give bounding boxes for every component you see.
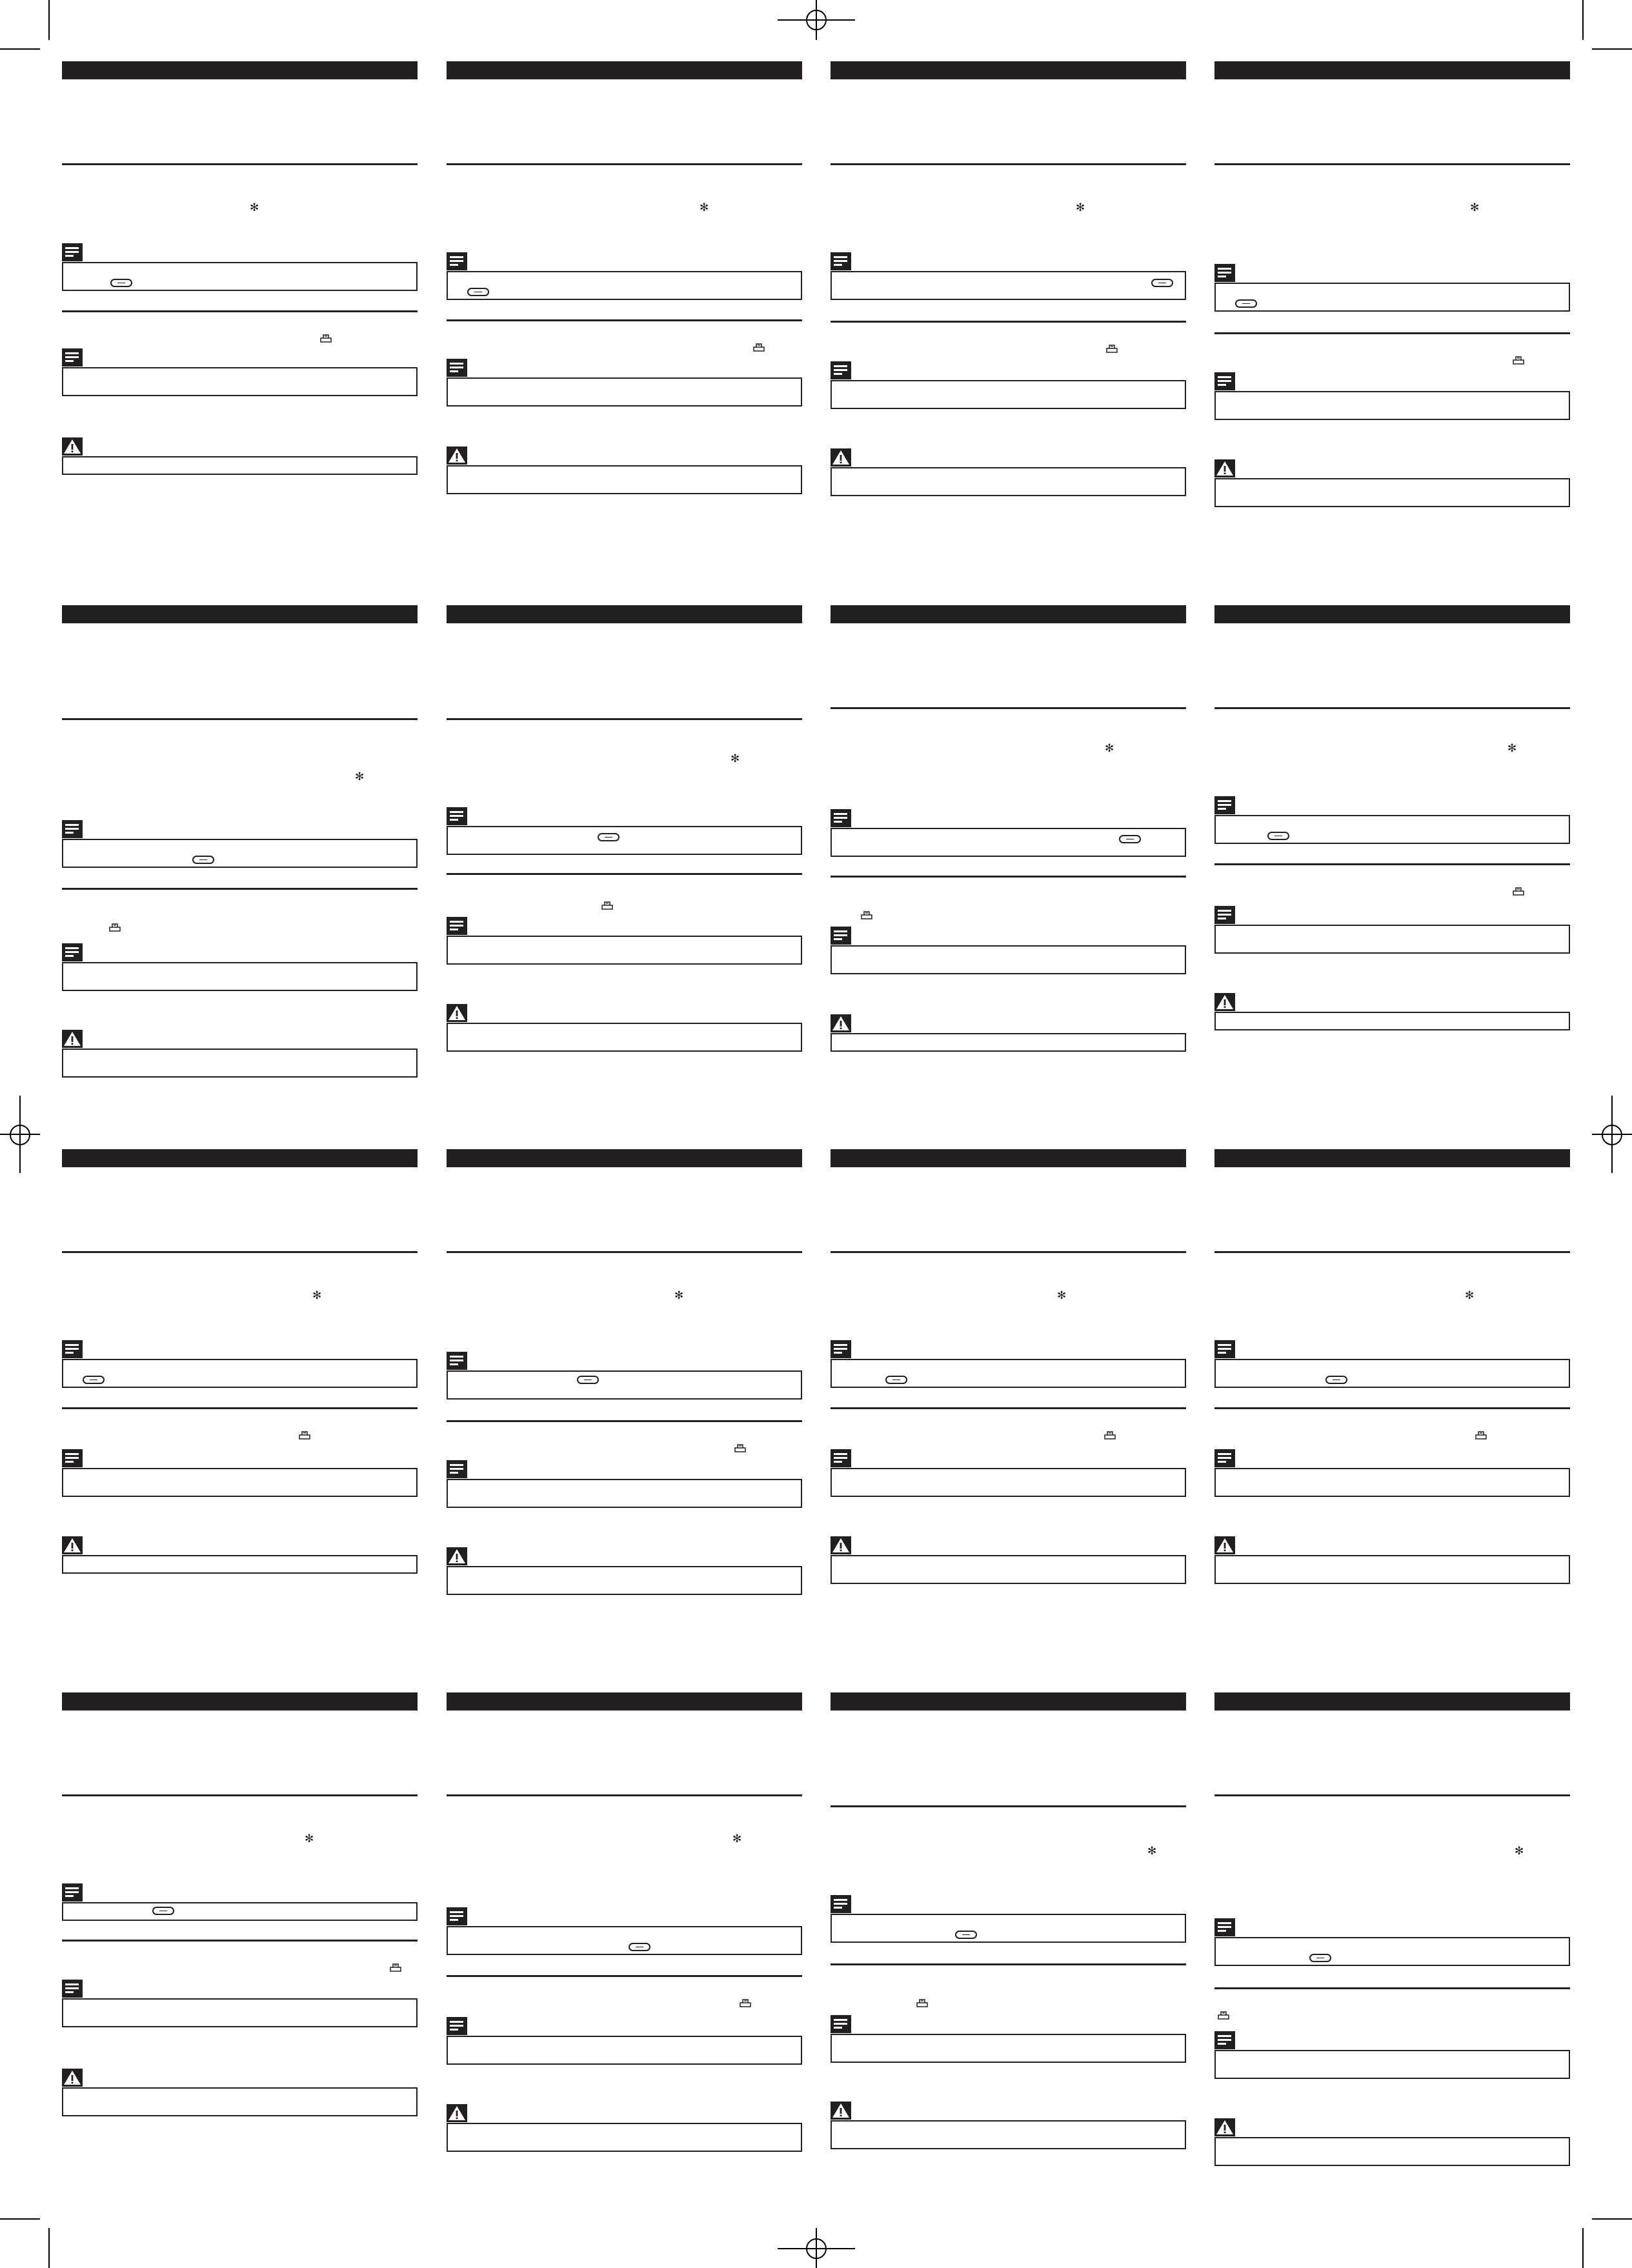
section-divider — [831, 321, 1186, 323]
language-panel — [1214, 605, 1570, 1070]
section-divider — [62, 310, 418, 312]
registration-target-icon — [806, 2238, 827, 2259]
tray-icon — [734, 1443, 746, 1453]
note-box — [62, 1359, 418, 1388]
note-box — [831, 380, 1186, 409]
section-divider — [447, 1420, 802, 1422]
section-divider — [62, 1794, 418, 1796]
section-divider — [447, 163, 802, 165]
note-box — [831, 1359, 1186, 1388]
section-divider — [1214, 1987, 1570, 1989]
tray-icon — [916, 1998, 928, 2008]
crop-mark — [1582, 2228, 1584, 2268]
section-divider — [1214, 863, 1570, 865]
key-button-icon — [1325, 1376, 1347, 1384]
warning-box — [447, 2123, 802, 2152]
language-panel — [62, 61, 418, 526]
language-panel — [62, 605, 418, 1070]
section-divider — [62, 1251, 418, 1253]
note-icon — [1214, 1449, 1235, 1467]
note-box — [62, 1468, 418, 1497]
note-box — [1214, 1359, 1570, 1388]
note-icon — [62, 943, 83, 961]
key-button-icon — [598, 833, 620, 841]
registration-target-icon — [806, 10, 827, 30]
panel-header-bar — [62, 605, 418, 623]
sun-icon: ✻ — [305, 1832, 314, 1845]
section-divider — [1214, 707, 1570, 709]
crop-mark — [0, 2218, 40, 2220]
language-panel — [62, 1692, 418, 2157]
note-icon — [831, 361, 851, 379]
section-divider — [447, 319, 802, 321]
warning-icon — [1214, 993, 1235, 1011]
section-divider — [62, 718, 418, 720]
note-box — [1214, 925, 1570, 954]
warning-box — [1214, 2137, 1570, 2166]
language-panel — [447, 1149, 802, 1614]
panel-header-bar — [1214, 1149, 1570, 1167]
registration-target-icon — [1602, 1125, 1622, 1145]
tray-icon — [861, 910, 872, 920]
warning-icon — [1214, 2118, 1235, 2136]
warning-icon — [831, 2102, 851, 2120]
warning-icon — [1214, 459, 1235, 477]
warning-icon — [1214, 1536, 1235, 1554]
note-box — [62, 1902, 418, 1921]
note-icon — [1214, 796, 1235, 814]
section-divider — [831, 707, 1186, 709]
note-box — [62, 962, 418, 991]
warning-box — [62, 1049, 418, 1078]
tray-icon — [1513, 356, 1524, 365]
crop-mark — [1592, 48, 1632, 50]
sun-icon: ✻ — [1076, 201, 1085, 214]
note-box — [447, 936, 802, 965]
note-icon — [62, 348, 83, 366]
warning-icon — [62, 1030, 83, 1048]
sun-icon: ✻ — [1465, 1289, 1475, 1302]
section-divider — [831, 163, 1186, 165]
note-box — [1214, 391, 1570, 420]
key-button-icon — [1151, 279, 1173, 287]
key-button-icon — [83, 1376, 105, 1384]
warning-icon — [831, 1536, 851, 1554]
warning-box — [1214, 1555, 1570, 1584]
sun-icon: ✻ — [1507, 742, 1517, 755]
note-box — [1214, 2050, 1570, 2079]
note-icon — [1214, 906, 1235, 924]
sun-icon: ✻ — [1147, 1845, 1157, 1858]
note-icon — [1214, 2031, 1235, 2049]
section-divider — [447, 1794, 802, 1796]
warning-box — [831, 2120, 1186, 2149]
sun-icon: ✻ — [312, 1289, 322, 1302]
note-icon — [831, 2015, 851, 2033]
note-icon — [831, 252, 851, 270]
key-button-icon — [1119, 835, 1141, 843]
tray-icon — [601, 901, 613, 910]
note-box — [831, 1468, 1186, 1497]
key-button-icon — [467, 288, 489, 296]
panel-header-bar — [831, 61, 1186, 79]
panel-header-bar — [831, 1149, 1186, 1167]
warning-box — [831, 467, 1186, 496]
tray-icon — [1513, 887, 1524, 896]
note-icon — [62, 243, 83, 261]
crop-mark — [1582, 0, 1584, 40]
note-icon — [62, 1980, 83, 1998]
note-box — [447, 271, 802, 300]
language-panel — [447, 61, 802, 526]
key-button-icon — [152, 1907, 174, 1915]
tray-icon — [299, 1430, 310, 1440]
section-divider — [62, 163, 418, 165]
warning-box — [831, 1033, 1186, 1052]
warning-box — [62, 2087, 418, 2116]
crop-mark — [1592, 2218, 1632, 2220]
section-divider — [447, 718, 802, 720]
note-icon — [831, 1895, 851, 1913]
warning-icon — [447, 1547, 467, 1565]
warning-icon — [831, 1014, 851, 1032]
warning-box — [1214, 478, 1570, 507]
note-icon — [62, 1449, 83, 1467]
warning-icon — [447, 2104, 467, 2122]
sun-icon: ✻ — [1105, 742, 1114, 755]
note-box — [1214, 283, 1570, 312]
tray-icon — [109, 923, 121, 932]
note-box — [447, 377, 802, 406]
tray-icon — [740, 1998, 751, 2008]
warning-icon — [62, 437, 83, 456]
tray-icon — [1218, 2011, 1229, 2020]
tray-icon — [1104, 1430, 1116, 1440]
warning-icon — [831, 448, 851, 467]
warning-box — [831, 1555, 1186, 1584]
sun-icon: ✻ — [1515, 1845, 1524, 1858]
note-box — [1214, 1468, 1570, 1497]
section-divider — [62, 1940, 418, 1942]
note-box — [831, 271, 1186, 300]
note-icon — [447, 1460, 467, 1478]
note-icon — [1214, 1918, 1235, 1936]
note-icon — [447, 359, 467, 377]
sun-icon: ✻ — [730, 752, 740, 765]
sun-icon: ✻ — [674, 1289, 684, 1302]
section-divider — [1214, 1794, 1570, 1796]
tray-icon — [390, 1963, 401, 1972]
key-button-icon — [1267, 832, 1289, 840]
key-button-icon — [955, 1931, 977, 1939]
key-button-icon — [885, 1376, 907, 1384]
section-divider — [62, 888, 418, 890]
section-divider — [1214, 332, 1570, 334]
sun-icon: ✻ — [1057, 1289, 1067, 1302]
sun-icon: ✻ — [250, 201, 259, 214]
tray-icon — [753, 343, 765, 352]
language-panel — [831, 1149, 1186, 1614]
warning-icon — [447, 1004, 467, 1022]
key-button-icon — [110, 279, 132, 287]
note-box — [831, 1914, 1186, 1943]
note-icon — [447, 1352, 467, 1370]
warning-icon — [447, 447, 467, 465]
note-box — [831, 2034, 1186, 2063]
key-button-icon — [577, 1376, 599, 1384]
crop-mark — [0, 48, 40, 50]
warning-box — [62, 456, 418, 475]
note-box — [447, 1926, 802, 1955]
panel-header-bar — [62, 1149, 418, 1167]
panel-header-bar — [447, 605, 802, 623]
section-divider — [831, 1407, 1186, 1409]
language-panel — [447, 605, 802, 1070]
warning-box — [447, 1023, 802, 1052]
language-panel — [831, 605, 1186, 1070]
note-icon — [447, 2017, 467, 2035]
panel-header-bar — [1214, 1692, 1570, 1711]
note-box — [447, 2036, 802, 2065]
note-box — [447, 1370, 802, 1400]
panel-header-bar — [62, 61, 418, 79]
section-divider — [1214, 1407, 1570, 1409]
language-panel — [1214, 61, 1570, 526]
language-panel — [831, 61, 1186, 526]
section-divider — [831, 1805, 1186, 1807]
tray-icon — [1475, 1430, 1487, 1440]
panel-header-bar — [1214, 61, 1570, 79]
note-icon — [447, 252, 467, 270]
note-box — [831, 945, 1186, 974]
tray-icon — [320, 334, 332, 343]
tray-icon — [1106, 344, 1118, 354]
warning-box — [62, 1555, 418, 1574]
sun-icon: ✻ — [1470, 201, 1480, 214]
warning-icon — [62, 2069, 83, 2087]
note-box — [447, 826, 802, 855]
language-panel — [1214, 1149, 1570, 1614]
note-icon — [62, 1340, 83, 1358]
registration-target-icon — [10, 1125, 30, 1145]
section-divider — [447, 873, 802, 875]
language-panel — [447, 1692, 802, 2157]
language-panel — [1214, 1692, 1570, 2157]
panel-header-bar — [831, 1692, 1186, 1711]
note-icon — [831, 1449, 851, 1467]
note-box — [62, 367, 418, 396]
note-box — [62, 1998, 418, 2027]
note-icon — [1214, 264, 1235, 282]
panel-header-bar — [831, 605, 1186, 623]
crop-mark — [48, 2228, 50, 2268]
sun-icon: ✻ — [732, 1832, 742, 1845]
note-icon — [1214, 372, 1235, 390]
panel-header-bar — [447, 1149, 802, 1167]
key-button-icon — [1309, 1954, 1331, 1962]
warning-box — [447, 1566, 802, 1595]
note-box — [62, 839, 418, 868]
note-icon — [447, 917, 467, 935]
section-divider — [831, 1251, 1186, 1253]
key-button-icon — [1235, 299, 1257, 308]
note-icon — [1214, 1340, 1235, 1358]
note-box — [447, 1479, 802, 1508]
section-divider — [831, 1963, 1186, 1965]
warning-icon — [62, 1536, 83, 1554]
section-divider — [62, 1407, 418, 1409]
language-panel — [831, 1692, 1186, 2157]
section-divider — [447, 1251, 802, 1253]
panel-header-bar — [447, 61, 802, 79]
section-divider — [831, 876, 1186, 878]
sun-icon: ✻ — [355, 770, 365, 783]
key-button-icon — [629, 1943, 650, 1951]
note-icon — [831, 927, 851, 945]
crop-mark — [48, 0, 50, 40]
panel-header-bar — [62, 1692, 418, 1711]
note-icon — [447, 807, 467, 825]
sun-icon: ✻ — [700, 201, 709, 214]
section-divider — [447, 1975, 802, 1977]
warning-box — [1214, 1012, 1570, 1030]
note-icon — [831, 1340, 851, 1358]
section-divider — [1214, 163, 1570, 165]
note-box — [1214, 1937, 1570, 1966]
panel-header-bar — [1214, 605, 1570, 623]
panel-header-bar — [447, 1692, 802, 1711]
note-icon — [62, 820, 83, 838]
note-icon — [447, 1907, 467, 1925]
key-button-icon — [192, 856, 214, 864]
note-icon — [831, 809, 851, 827]
note-box — [1214, 815, 1570, 844]
warning-box — [447, 465, 802, 494]
section-divider — [1214, 1251, 1570, 1253]
language-panel — [62, 1149, 418, 1614]
note-icon — [62, 1883, 83, 1902]
